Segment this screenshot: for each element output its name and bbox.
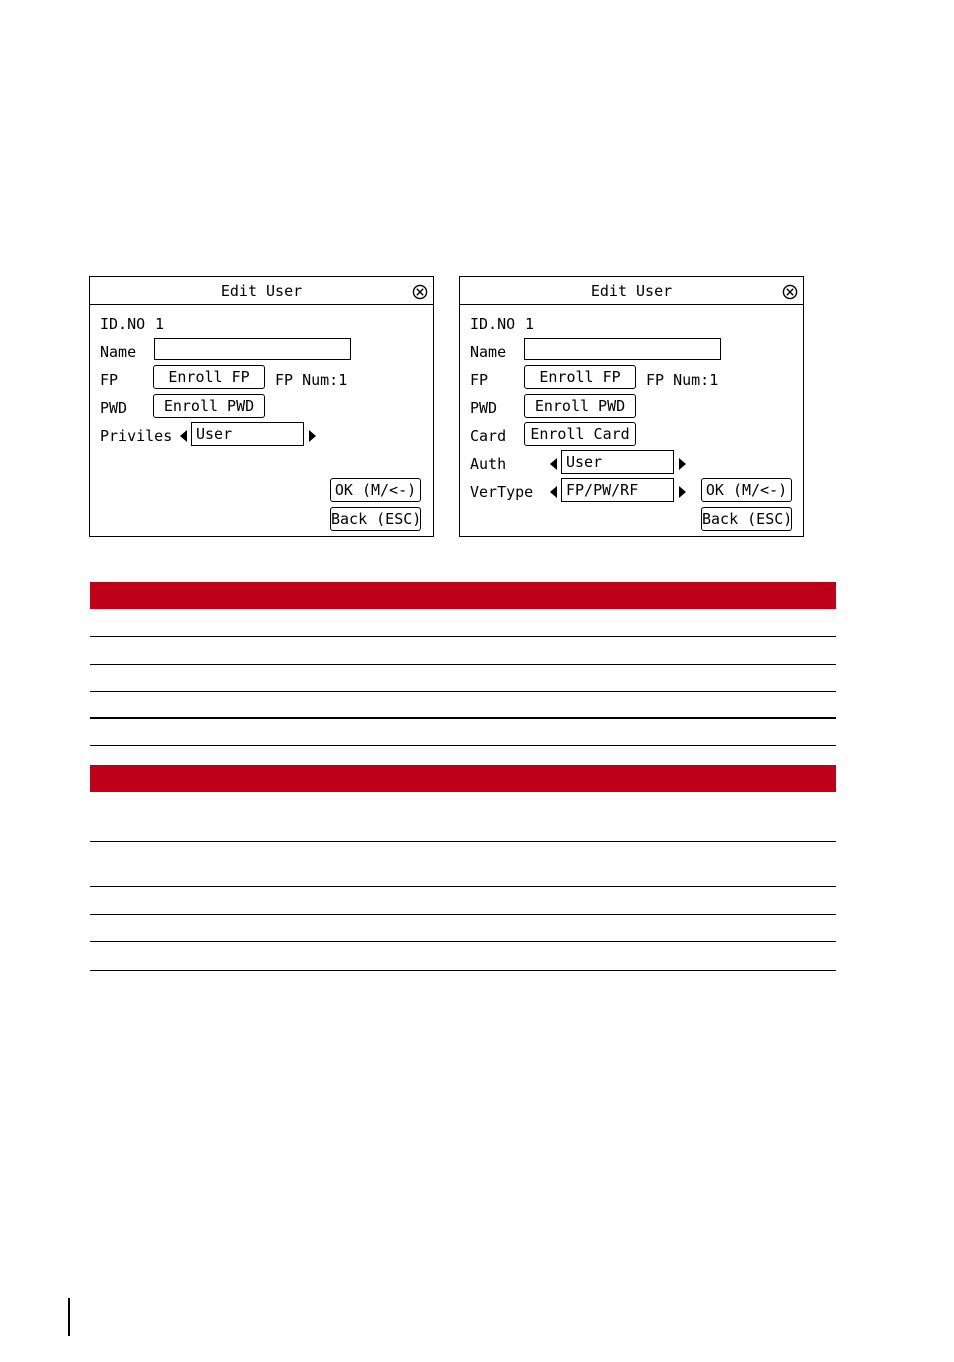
auth-select[interactable]: User — [561, 450, 674, 474]
enroll-fp-button[interactable]: Enroll FP — [524, 365, 636, 389]
back-button[interactable]: Back (ESC) — [330, 507, 421, 531]
enroll-pwd-button[interactable]: Enroll PWD — [524, 394, 636, 418]
privileges-next-arrow-icon[interactable] — [309, 430, 316, 442]
card-label: Card — [470, 427, 507, 445]
name-label: Name — [470, 343, 507, 361]
table-1-bottom-border — [90, 745, 836, 746]
enroll-fp-button[interactable]: Enroll FP — [153, 365, 265, 389]
vertype-prev-arrow-icon[interactable] — [550, 486, 557, 498]
vertype-label: VerType — [470, 483, 534, 501]
fp-num-label: FP Num:1 — [646, 371, 719, 389]
table-2-row-divider — [90, 841, 836, 842]
fp-label: FP — [100, 371, 119, 389]
name-input[interactable] — [154, 338, 351, 360]
auth-prev-arrow-icon[interactable] — [550, 458, 557, 470]
privileges-label: Priviles — [100, 427, 173, 445]
vertype-select[interactable]: FP/PW/RF — [561, 478, 674, 502]
close-icon[interactable] — [412, 284, 428, 300]
name-input[interactable] — [524, 338, 721, 360]
id-value: 1 — [525, 315, 535, 333]
ok-button[interactable]: OK (M/<-) — [330, 478, 421, 502]
table-2-bottom-border — [90, 970, 836, 971]
fp-num-label: FP Num:1 — [275, 371, 348, 389]
table-2-row-divider — [90, 914, 836, 915]
table-1-row-divider — [90, 717, 836, 719]
id-label: ID.NO — [470, 315, 516, 333]
auth-label: Auth — [470, 455, 507, 473]
enroll-pwd-button[interactable]: Enroll PWD — [153, 394, 265, 418]
dialog-title: Edit User — [590, 282, 673, 300]
id-value: 1 — [155, 315, 165, 333]
privileges-select[interactable]: User — [191, 422, 304, 446]
pwd-label: PWD — [470, 399, 498, 417]
privileges-prev-arrow-icon[interactable] — [180, 430, 187, 442]
pwd-label: PWD — [100, 399, 128, 417]
table-1-row-divider — [90, 636, 836, 637]
edit-user-dialog-left — [89, 276, 434, 537]
table-1-header-bar — [90, 582, 836, 609]
back-button[interactable]: Back (ESC) — [701, 507, 792, 531]
name-label: Name — [100, 343, 137, 361]
table-1-row-divider — [90, 691, 836, 692]
table-2-row-divider — [90, 941, 836, 942]
vertype-next-arrow-icon[interactable] — [679, 486, 686, 498]
fp-label: FP — [470, 371, 489, 389]
dialog-title: Edit User — [220, 282, 303, 300]
id-label: ID.NO — [100, 315, 146, 333]
table-2-header-bar — [90, 765, 836, 792]
page-margin-mark — [68, 1298, 70, 1336]
ok-button[interactable]: OK (M/<-) — [701, 478, 792, 502]
enroll-card-button[interactable]: Enroll Card — [524, 422, 636, 446]
close-icon[interactable] — [782, 284, 798, 300]
table-1-row-divider — [90, 664, 836, 665]
edit-user-dialog-right — [459, 276, 804, 537]
auth-next-arrow-icon[interactable] — [679, 458, 686, 470]
table-2-row-divider — [90, 886, 836, 887]
